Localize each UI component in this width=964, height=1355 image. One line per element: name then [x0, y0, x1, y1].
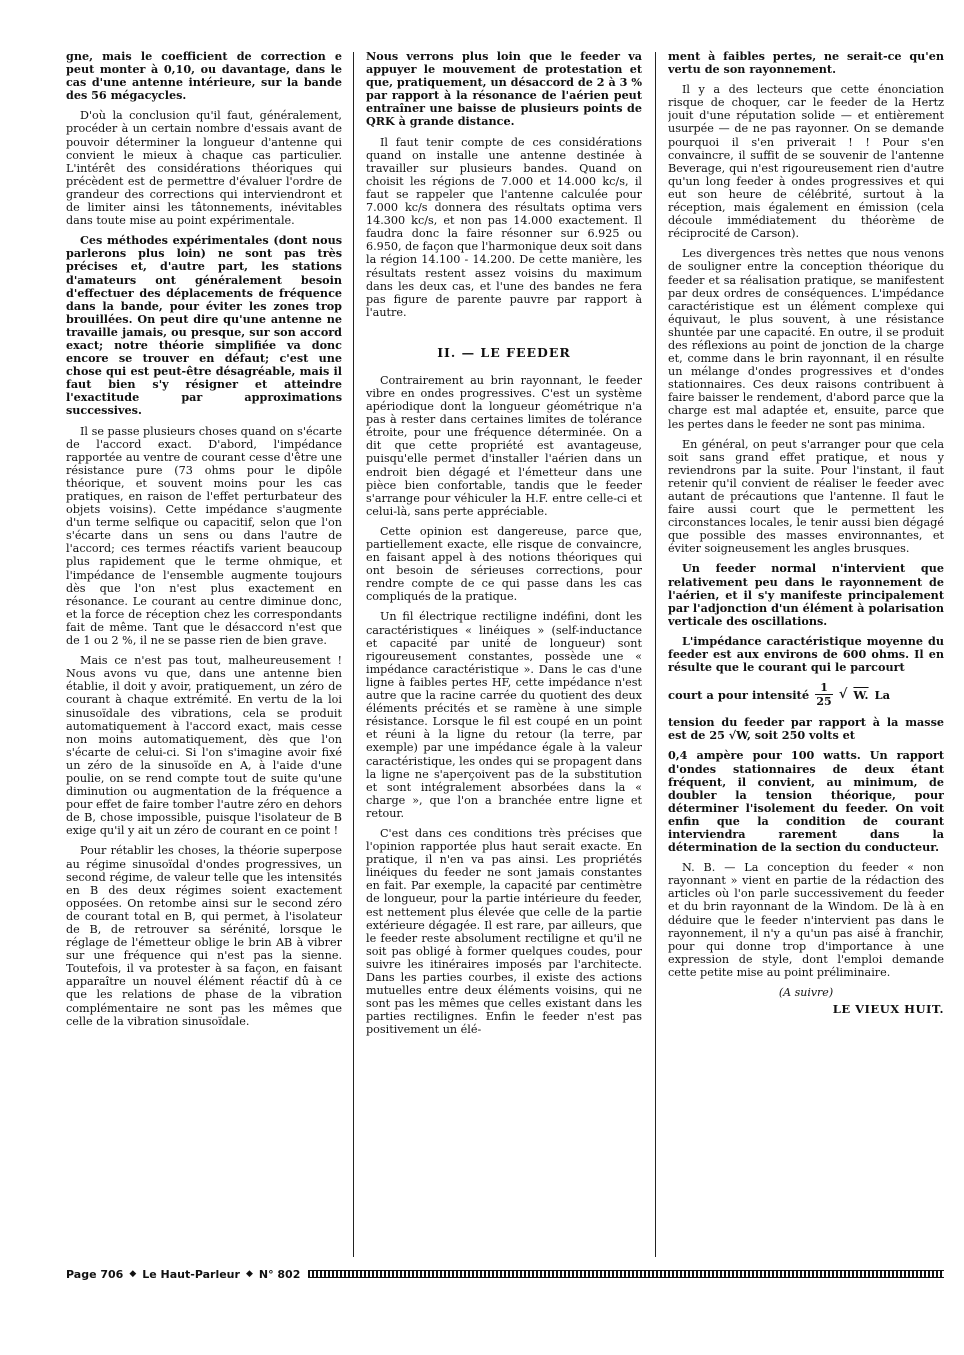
paragraph: Il se passe plusieurs choses quand on s'écarte de l'accord exact. D'abord, l'impédance rapportée au ventre de courant cesse d'être une résistance pure (73 ohms pour le dipôle théorique, et souvent moins pour les cas pratiques, en raison de l'effet perturbateur des objets voisins). Cette impédance s'augmente d'un terme selfique ou capacitif, selon que l'on s'écarte dans un sens ou dans l'autre de l'accord; ces termes réactifs varient beaucoup plus rapidement que le terme ohmique, et l'impédance de l'ensemble augmente toujours dès que l'on n'est plus exactement en résonance. Le courant au centre diminue donc, et la force de réception chez les correspondants fait de même. Tant que le désaccord n'est que de 1 ou 2 %, il ne se passe rien de bien grave. [66, 424, 342, 648]
radicand: W. [853, 687, 869, 702]
column-1 [66, 50, 342, 1260]
column-rule-right [655, 52, 656, 1257]
to-be-continued: (A suivre) [778, 986, 834, 999]
paragraph: N. B. — La conception du feeder « non rayonnant » vient en partie de la rédaction des articles où l'on parle successivement du feeder et du brin rayonnant de la Windom. De là à en déduire que le feeder n'intervient pas dans le rayonnement, il n'y a qu'un pas aisé à franchir, pour qui donne trop d'importance à une expression de style, dont l'emploi demande cette petite mise au point préliminaire. [668, 861, 944, 979]
sqrt-sign: √ [838, 687, 848, 703]
formula-current [668, 681, 944, 708]
paragraph: D'où la conclusion qu'il faut, généralement, procéder à un certain nombre d'essais avant de pouvoir déterminer la longueur d'antenne qui convient le mieux à chaque cas particulier. L'intérêt des considérations théoriques qui précèdent est de permettre d'évaluer l'ordre de grandeur des corrections qui interviendront et de limiter ainsi les tâtonnements, inévitables dans toute mise au point expérimentale. [66, 109, 342, 228]
formula-tension: tension du feeder par rapport à la masse est de 25 √W, soit 250 volts et [668, 715, 944, 743]
diamond-icon: ◆ [129, 1269, 137, 1279]
page-number: Page 706 [66, 1267, 124, 1281]
fraction [815, 681, 833, 708]
paragraph: Il y a des lecteurs que cette énonciation risque de choquer, car le feeder de la Hertz jouit d'une réputation solide — et entièrement usurpée — de ne pas rayonner. On se demande pourquoi il s'en priverait ! ! Pour s'en convaincre, il suffit de se souvenir de l'antenne Beverage, qui n'est rigoureusement rien d'autre qu'un long feeder à ondes progressives et qui eut son heure de célébrité, surtout à la réception, mais également en émission (cela découle immédiatement du théorème de réciprocité de Carson). [668, 83, 944, 241]
formula-pre-text: court a pour intensité [668, 687, 810, 702]
column-2 [366, 50, 642, 1260]
paragraph: gne, mais le coefficient de correction e peut monter à 0,10, ou davantage, dans le cas d'une antenne intérieure, sur la bande des 56 mégacycles. [66, 50, 342, 103]
decorative-band [308, 1270, 944, 1278]
paragraph: Les divergences très nettes que nous venons de souligner entre la conception théorique du feeder et sa réalisation pratique, se manifestent par deux ordres de conséquences. L'impédance caractéristique est un élément complexe qui équivaut, le plus souvent, à une résistance shuntée par une capacité. En outre, il se produit des réflexions au point de jonction de la charge et, comme dans le brin rayonnant, il en résulte un mélange d'ondes progressives et d'ondes stationnaires. Ces deux raisons contribuent à faire baisser le rendement, d'abord parce que la charge est mal adaptée et, ensuite, parce que les pertes dans le feeder ne sont pas minima. [668, 247, 944, 431]
author-signature: LE VIEUX HUIT. [832, 1002, 944, 1016]
formula-post-text: La [874, 687, 891, 702]
page-footer [66, 1266, 944, 1282]
section-title: II. — LE FEEDER [437, 344, 571, 360]
paragraph: 0,4 ampère pour 100 watts. Un rapport d'ondes stationnaires de deux étant fréquent, il convient, au minimum, de doubler la tension théorique, pour déterminer l'isolement du feeder. On voit enfin que la condition de courant interviendra rarement dans la détermination de la section du conducteur. [668, 748, 944, 855]
paragraph: Il faut tenir compte de ces considérations quand on installe une antenne destinée à travailler sur plusieurs bandes. Quand on choisit les régions de 7.000 et 14.000 kc/s, il faut se rappeler que l'antenne calculée pour 7.000 kc/s donnera des résultats optima vers 14.300 kc/s, et non pas 14.000 exactement. Il faudra donc la faire résonner sur 6.925 ou 6.950, de façon que l'harmonique deux soit dans la région 14.100 - 14.200. De cette manière, les résultats restent assez voisins du maximum dans les deux cas, et l'une des bandes ne fera pas figure de parente pauvre par rapport à l'autre. [366, 135, 642, 319]
issue-number: N° 802 [258, 1267, 301, 1281]
paragraph: Nous verrons plus loin que le feeder va appuyer le mouvement de protestation et que, pratiquement, un désaccord de 2 à 3 % par rapport à la résonance de l'aérien peut entraîner une baisse de plusieurs points de QRK à grande distance. [366, 50, 642, 129]
paragraph: Cette opinion est dangereuse, parce que, partiellement exacte, elle risque de convaincre, en faisant appel à des notions théoriques qui ont besoin de sérieuses corrections, pour rendre compte de ce qui passe dans les cas compliqués de la pratique. [366, 524, 642, 604]
paragraph: Un fil électrique rectiligne indéfini, dont les caractéristiques « linéiques » (self-inductance et capacité par unité de longueur) sont rigoureusement constantes, possède une « impédance caractéristique ». Dans le cas d'une ligne à faibles pertes HF, cette impédance n'est autre que la racine carrée du quotient des deux éléments précités et se ramène à une simple résistance. Lorsque le fil est coupé en un point et réuni à la ligne du retour (la terre, par exemple) par une impédance égale à la valeur caractéristique, les ondes qui se propagent dans la ligne ne s'aperçoivent pas de la substitution et sont intégralement absorbées dans la « charge », que l'on a branchée entre ligne et retour. [366, 610, 642, 820]
paragraph: ment à faibles pertes, ne serait-ce qu'en vertu de son rayonnement. [668, 50, 944, 77]
paragraph: Pour rétablir les choses, la théorie superpose au régime sinusoïdal d'ondes progressives, un second régime, de valeur telle que les intensités en B des deux régimes soient exactement opposées. On retombe ainsi sur le second zéro de courant total en B, qui permet, à l'isolateur de B, de retrouver sa sérénité, lorsque le réglage de l'émetteur oblige le brin AB à vibrer sur une fréquence qui n'est pas la sienne. Toutefois, il va protester à sa façon, en faisant apparaître un nouvel élément réactif dû à ce que les relations de phase de la vibration complémentaire ne sont pas les mêmes que celle de la vibration sinusoïdale. [66, 844, 342, 1028]
paragraph: Contrairement au brin rayonnant, le feeder vibre en ondes progressives. C'est un système apériodique dont la longueur géométrique n'a pas à rester dans certaines limites de tolérance étroite, pour une fréquence déterminée. On a dit que cette propriété est avantageuse, puisqu'elle permet d'installer l'aérien dans un endroit bien dégagé et l'émetteur dans une pièce bien confortable, tandis que le feeder s'arrange pour véhiculer la H.F. entre celle-ci et celui-là, sans perte appréciable. [366, 373, 642, 518]
fraction-numerator: 1 [815, 681, 833, 695]
journal-name: Le Haut-Parleur [142, 1267, 240, 1281]
diamond-icon: ◆ [245, 1269, 253, 1279]
paragraph: Un feeder normal n'intervient que relativement peu dans le rayonnement de l'aérien, et il s'y manifeste principalement par l'adjonction d'un élément à polarisation verticale des oscillations. [668, 561, 944, 628]
paragraph: C'est dans ces conditions très précises que l'opinion rapportée plus haut serait exacte. En pratique, il n'en va pas ainsi. Les propriétés linéiques du feeder ne sont jamais constantes en fait. Par exemple, la capacité par centimètre de longueur, pour la partie intérieure du feeder, est nettement plus élevée que celle de la partie extérieure dégagée. Il est rare, par ailleurs, que le feeder reste absolument rectiligne et qu'il ne soit pas obligé à former quelques coudes, pour suivre les itinéraires imposés par l'architecte. Dans les parties courbes, il existe des actions mutuelles entre deux éléments voisins, qui ne sont pas les mêmes que celles existant dans les parties rectilignes. Enfin le feeder n'est pas positivement un élé- [366, 826, 642, 1037]
fraction-denominator: 25 [816, 695, 832, 709]
paragraph: L'impédance caractéristique moyenne du feeder est aux environs de 600 ohms. Il en résulte que le courant qui le parcourt [668, 633, 944, 675]
paragraph: Mais ce n'est pas tout, malheureusement ! Nous avons vu que, dans une antenne bien établie, il doit y avoir, pratiquement, un zéro de courant à chaque extrémité. En vertu de la loi sinusoïdale des vibrations, cela se produit automatiquement à l'accord exact, mais cesse non moins automatiquement, dès que l'on s'écarte de celui-ci. Si l'on s'imagine avoir fixé un zéro de la sinusoïde en A, à l'aide d'une poulie, on se rend compte tout de suite qu'une diminution ou augmentation de la fréquence a pour effet de faire tomber l'autre zéro en dehors de B, chose impossible, puisque l'isolateur de B exige qu'il y ait un zéro de courant en ce point ! [66, 654, 342, 838]
paragraph: Ces méthodes expérimentales (dont nous parlerons plus loin) ne sont pas très précises et, d'autre part, les stations d'amateurs ont généralement besoin d'effectuer des déplacements de fréquence dans la bande, pour éviter les zones trop brouillées. On peut dire qu'une antenne ne travaille jamais, ou presque, sur son accord exact; notre théorie simplifiée va donc encore se trouver en défaut; c'est une chose qui est peut-être désagréable, mais il faut bien s'y résigner et atteindre l'exactitude par approximations successives. [66, 233, 342, 418]
paragraph: En général, on peut s'arranger pour que cela soit sans grand effet pratique, et nous y reviendrons par la suite. Pour l'instant, il faut retenir qu'il convient de réaliser le feeder avec autant de précautions que l'antenne. Il faut le faire aussi court que le permettent les circonstances locales, le tenir aussi bien dégagé que possible des masses environnantes, et éviter soigneusement les angles brusques. [668, 437, 944, 556]
column-rule-left [353, 52, 354, 1257]
column-3 [668, 50, 944, 1260]
